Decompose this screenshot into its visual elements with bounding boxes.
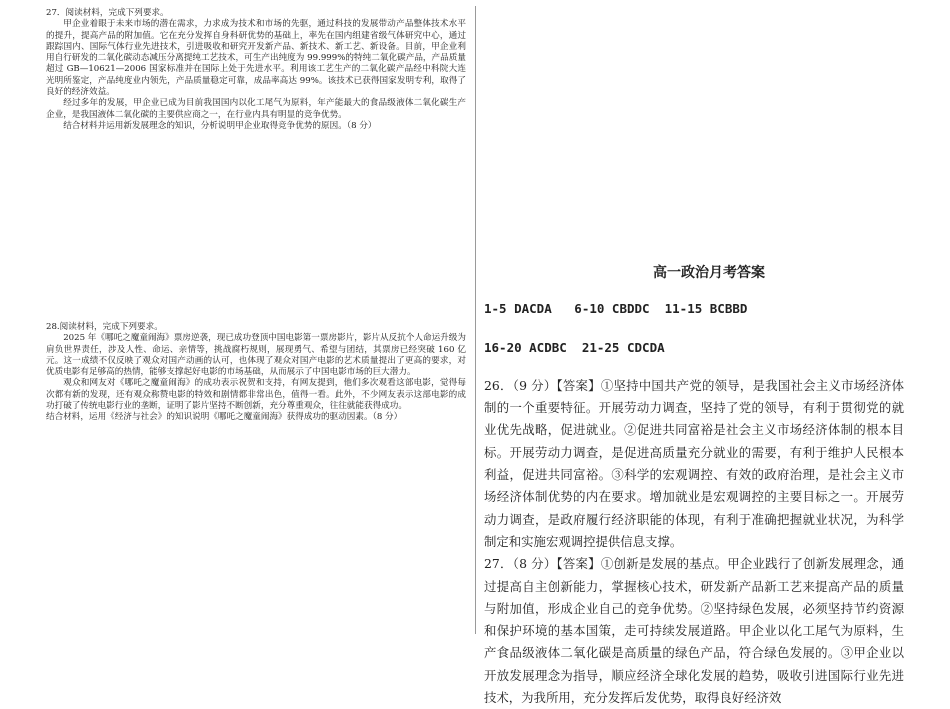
answer-26: 26．（9 分）【答案】①坚持中国共产党的领导，是我国社会主义市场经济体制的一个重要特征。开展劳动力调查，坚持了党的领导，有利于贯彻党的就业优先战略，促进就业。②促进共同富裕是社会主义市场经济体制的根本目标。开展劳动力调查，是促进高质量充分就业的需要，有利于维护人民根本利益，促进共同富裕。③科学的宏观调控、有效的政府治理，是社会主义市场经济体制优势的内在要求。增加就业是宏观调控的主要目标之一。开展劳动力调查，是政府履行经济职能的体现，有利于准确把握就业状况，为科学制定和实施宏观调控提供信息支撑。 (484, 377, 904, 549)
answer-title: 高一政治月考答案 (653, 265, 765, 281)
question-27-paragraph-2: 经过多年的发展，甲企业已成为目前我国国内以化工尾气为原料，年产能最大的食品级液体二氧化碳生产企业，是我国液体二氧化碳的主要供应商之一，在行业内具有明显的竞争优势。 (46, 98, 466, 120)
question-28-heading: 28.阅读材料，完成下列要求。 (46, 322, 163, 332)
question-28-paragraph-2: 观众和网友对《哪吒之魔童闹海》的成功表示祝贺和支持，有网友提到，他们多次观看这部电影，觉得每次都有新的发现，还有观众称赞电影的特效和剧情都非常出色，值得一看。此外，不少网友表示这部电影的成功打破了传统电影行业的垄断，证明了影片坚持不断创新，充分尊重观众，往往就能获得成功。 (46, 378, 466, 412)
question-28-task: 结合材料，运用《经济与社会》的知识说明《哪吒之魔童闹海》获得成功的驱动因素。（8 分） (46, 412, 403, 423)
question-27-block (46, 8, 466, 132)
answer-key (484, 262, 904, 709)
answer-27: 27．（8 分）【答案】①创新是发展的基点。甲企业践行了创新发展理念，通过提高自主创新能力，掌握核心技术，研发新产品新工艺来提高产品的质量与附加值，形成企业自己的竞争优势。②坚持绿色发展，必须坚持节约资源和保护环境的基本国策，走可持续发展道路。甲企业以化工尾气为原料，生产食品级液体二氧化碳是高质量的绿色产品，符合绿色发展的。③甲企业以开放发展理念为指导，顺应经济全球化发展的趋势，吸收引进国际行业先进技术，为我所用，充分发挥后发优势，取得良好经济效 (484, 556, 904, 706)
column-divider (475, 6, 476, 634)
question-27-heading: 27．阅读材料，完成下列要求。 (46, 8, 169, 18)
question-27-task: 结合材料并运用新发展理念的知识，分析说明甲企业取得竞争优势的原因。（8 分） (63, 120, 377, 131)
question-27-paragraph-1: 甲企业着眼于未来市场的潜在需求，力求成为技术和市场的先驱，通过科技的发展带动产品整体技术水平的提升，提高产品的附加值。它在充分发挥自身科研优势的基础上，率先在国内组建省级气体研究中心，通过跟踪国内、国际气体行业先进技术，引进吸收和研究开发新产品、新技术、新工艺、新设备。目前，甲企业利用自行研发的二氧化碳动态减压分离提纯工艺技术，可生产出纯度为 99.999%的特纯二氧化碳产品，产品质量超过 GB—10621—2006 国家标准并在国际上处于先进水平。利用该工艺生产的二氧化碳产品经中科院大连光明所鉴定，产品纯度业内领先，产品质量稳定可靠，成品率高达 99%。该技术已获得国家发明专利，取得了良好的经济效益。 (46, 19, 466, 98)
question-28-paragraph-1: 2025 年《哪吒之魔童闹海》票房逆袭，现已成功登顶中国电影第一票房影片，影片从反抗个人命运升级为肩负世界责任，涉及人性、命运、亲情等，挑战腐朽规则，展现勇气、希望与团结，其票房已经突破 160 亿元。这一成绩不仅反映了观众对国产动画的认可，也体现了观众对国产电影的艺术质量提出了更高的要求，对优质电影有足够高的热情，能够支撑起好电影的市场基础，从而展示了中国电影市场的巨大潜力。 (46, 333, 466, 378)
choice-answers-line-1: 1-5 DACDA 6-10 CBDDC 11-15 BCBBD (484, 301, 748, 317)
question-28-block (46, 322, 466, 424)
choice-answers-line-2: 16-20 ACDBC 21-25 CDCDA (484, 339, 665, 355)
